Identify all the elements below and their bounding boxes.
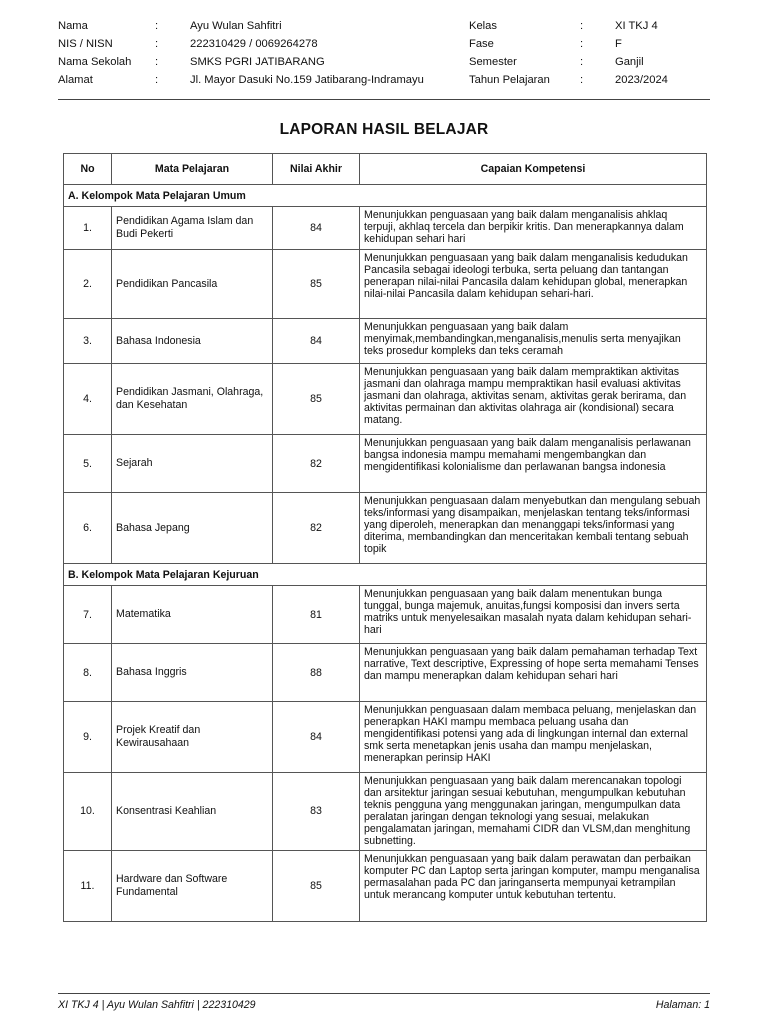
row-no: 8. (64, 644, 112, 702)
sep: : (580, 56, 584, 68)
sep: : (580, 38, 584, 50)
footer-divider (58, 993, 710, 994)
row-score: 84 (273, 319, 360, 364)
row-competency: Menunjukkan penguasaan yang baik dalam pemahaman terhadap Text narrative, Text descriptive, Expressing of hope serta memahami Tenses dan mampu menerapkan dalam kehidupan sehari hari (360, 644, 707, 702)
row-competency: Menunjukkan penguasaan yang baik dalam menyimak,membandingkan,menganalisis,menulis serta menyajikan teks prosedur kompleks dan teks ceramah (360, 319, 707, 364)
row-score: 88 (273, 644, 360, 702)
value-tahun: 2023/2024 (615, 74, 668, 86)
row-subject: Konsentrasi Keahlian (112, 773, 273, 851)
row-score: 85 (273, 850, 360, 921)
table-row (64, 773, 707, 851)
section-row (64, 185, 707, 207)
row-score: 83 (273, 773, 360, 851)
row-score: 81 (273, 586, 360, 644)
table-row (64, 250, 707, 319)
table-row (64, 319, 707, 364)
col-competency: Capaian Kompetensi (360, 154, 707, 185)
label-sekolah: Nama Sekolah (58, 56, 132, 68)
col-subject: Mata Pelajaran (112, 154, 273, 185)
row-no: 1. (64, 207, 112, 250)
value-alamat: Jl. Mayor Dasuki No.159 Jatibarang-Indramayu (190, 74, 424, 86)
table-row (64, 435, 707, 493)
label-semester: Semester (469, 56, 517, 68)
row-score: 82 (273, 435, 360, 493)
section-row (64, 564, 707, 586)
value-semester: Ganjil (615, 56, 644, 68)
table-header-row (64, 154, 707, 185)
row-no: 2. (64, 250, 112, 319)
section-a-label: A. Kelompok Mata Pelajaran Umum (64, 185, 707, 207)
row-subject: Bahasa Inggris (112, 644, 273, 702)
value-kelas: XI TKJ 4 (615, 20, 658, 32)
row-subject: Bahasa Jepang (112, 493, 273, 564)
label-kelas: Kelas (469, 20, 497, 32)
table-row (64, 644, 707, 702)
sep: : (155, 20, 159, 32)
row-competency: Menunjukkan penguasaan yang baik dalam perawatan dan perbaikan komputer PC dan Laptop serta jaringan komputer, mampu menganalisa permasalahan pada PC dan jaringanserta mempunyai ketrampilan untuk merancang komputer untuk kebutuhan tertentu. (360, 850, 707, 921)
value-sekolah: SMKS PGRI JATIBARANG (190, 56, 325, 68)
row-subject: Pendidikan Agama Islam dan Budi Pekerti (112, 207, 273, 250)
col-score: Nilai Akhir (273, 154, 360, 185)
row-score: 82 (273, 493, 360, 564)
col-no: No (64, 154, 112, 185)
row-no: 10. (64, 773, 112, 851)
row-no: 4. (64, 364, 112, 435)
footer-info: XI TKJ 4 | Ayu Wulan Sahfitri | 222310429 (58, 999, 256, 1011)
row-subject: Pendidikan Jasmani, Olahraga, dan Kesehatan (112, 364, 273, 435)
sep: : (580, 74, 584, 86)
value-fase: F (615, 38, 622, 50)
sep: : (155, 74, 159, 86)
sep: : (155, 56, 159, 68)
row-score: 84 (273, 207, 360, 250)
label-nis: NIS / NISN (58, 38, 113, 50)
row-score: 85 (273, 364, 360, 435)
row-competency: Menunjukkan penguasaan yang baik dalam mempraktikan aktivitas jasmani dan olahraga mampu mempraktikan hasil evaluasi aktivitas jasmani dan olahraga, aktivitas senam, aktivitas gerak berirama, dan aktivitas permainan dan aktivitas olahraga air (kondisional) secara matang. (360, 364, 707, 435)
row-no: 11. (64, 850, 112, 921)
row-competency: Menunjukkan penguasaan yang baik dalam merencanakan topologi dan arsitektur jaringan sesuai kebutuhan, mengumpulkan kebutuhan teknis pengguna yang menggunakan jaringan, mengumpulkan data peralatan jaringan dengan teknologi yang sesuai, melakukan pengalamatan jaringan, memahami CIDR dan VLSM,dan menghitung subnetting. (360, 773, 707, 851)
row-subject: Sejarah (112, 435, 273, 493)
table-row (64, 207, 707, 250)
row-no: 5. (64, 435, 112, 493)
row-score: 85 (273, 250, 360, 319)
page-number: Halaman: 1 (655, 999, 710, 1011)
row-no: 6. (64, 493, 112, 564)
row-subject: Matematika (112, 586, 273, 644)
sep: : (580, 20, 584, 32)
row-score: 84 (273, 702, 360, 773)
row-subject: Projek Kreatif dan Kewirausahaan (112, 702, 273, 773)
label-nama: Nama (58, 20, 88, 32)
row-competency: Menunjukkan penguasaan yang baik dalam menentukan bunga tunggal, bunga majemuk, anuitas,fungsi komposisi dan invers serta matriks untuk menyelesaikan masalah nyata dalam kehidupan sehari-hari (360, 586, 707, 644)
table-row (64, 364, 707, 435)
row-subject: Hardware dan Software Fundamental (112, 850, 273, 921)
label-tahun: Tahun Pelajaran (469, 74, 550, 86)
row-competency: Menunjukkan penguasaan dalam menyebutkan dan mengulang sebuah teks/informasi yang disampaikan, menjelaskan tentang teks/informasi yang diperoleh, menerapkan dan menanggapi teks/informasi yang diterima, membandingkan dan menceritakan kembali tentang sebuah topik (360, 493, 707, 564)
row-competency: Menunjukkan penguasaan yang baik dalam menganalisis perlawanan bangsa indonesia mampu memahami mengembangkan dan mengidentifikasi kolonialisme dan perlawanan bangsa indonesia (360, 435, 707, 493)
sep: : (155, 38, 159, 50)
table-row (64, 493, 707, 564)
value-nama: Ayu Wulan Sahfitri (190, 20, 282, 32)
page-title: LAPORAN HASIL BELAJAR (279, 121, 489, 138)
row-no: 3. (64, 319, 112, 364)
grades-table (63, 153, 707, 922)
row-competency: Menunjukkan penguasaan yang baik dalam menganalisis kedudukan Pancasila sebagai ideologi terbuka, serta peluang dan tantangan penerapan nilai-nilai Pancasila dalam kehidupan global, menerapkan nilai-nilai Pancasila dalam kehidupan sehari-hari. (360, 250, 707, 319)
label-alamat: Alamat (58, 74, 93, 86)
table-row (64, 702, 707, 773)
row-subject: Bahasa Indonesia (112, 319, 273, 364)
header-divider (58, 99, 710, 100)
row-no: 7. (64, 586, 112, 644)
label-fase: Fase (469, 38, 494, 50)
section-b-label: B. Kelompok Mata Pelajaran Kejuruan (64, 564, 707, 586)
row-subject: Pendidikan Pancasila (112, 250, 273, 319)
table-row (64, 850, 707, 921)
table-row (64, 586, 707, 644)
value-nis: 222310429 / 0069264278 (190, 38, 318, 50)
row-competency: Menunjukkan penguasaan dalam membaca peluang, menjelaskan dan penerapkan HAKI mampu membaca peluang usaha dan mengidentifikasi potensi yang ada di lingkungan internal dan external smk serta menetapkan jenis usaha dan mampu menjelaskan, menerapkan perinsip HAKI (360, 702, 707, 773)
row-no: 9. (64, 702, 112, 773)
row-competency: Menunjukkan penguasaan yang baik dalam menganalisis ahklaq terpuji, akhlaq tercela dan berpikir kritis. Dan menerapkannya dalam kehidupan sehari hari (360, 207, 707, 250)
